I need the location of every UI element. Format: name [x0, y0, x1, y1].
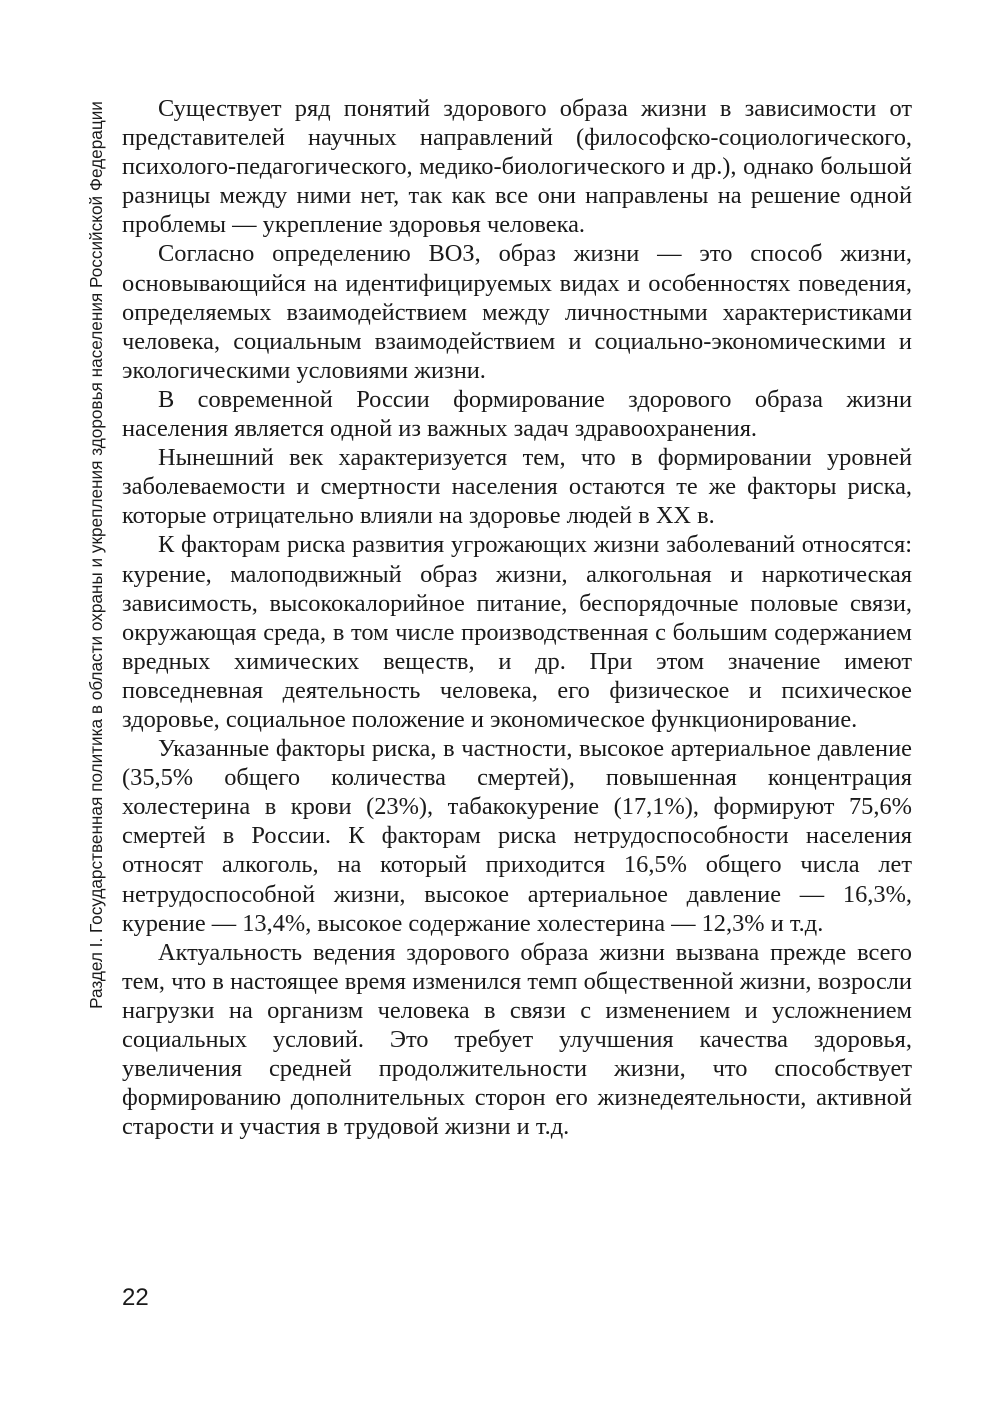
running-header: Раздел I. Государственная политика в области охраны и укрепления здоровья населения Российской Федерации [86, 101, 106, 1009]
paragraph-risk-factors: К факторам риска развития угрожающих жизни заболеваний относятся: курение, малоподвижный образ жизни, алкогольная и наркотическая зависимость, высококалорийное питание, беспорядочные половые связи, окружающая среда, в том числе производственная с большим содержанием вредных химических веществ, и др. При этом значение имеют повседневная деятельность человека, его физическое и психическое здоровье, социальное положение и экономическое функционирование. [122, 531, 912, 733]
paragraph-current-century: Нынешний век характеризуется тем, что в формировании уровней заболеваемости и смертности населения остаются те же факторы риска, которые отрицательно влияли на здоровье людей в XX в. [122, 444, 912, 530]
body-text [122, 94, 912, 1141]
page-number: 22 [122, 1284, 149, 1311]
paragraph-healthy-lifestyle-concepts: Существует ряд понятий здорового образа жизни в зависимости от представителей научных направлений (философско-социологического, психолого-педагогического, медико-биологического и др.), однако большой разницы между ними нет, так как все они направлены на решение одной проблемы — укрепление здоровья человека. [122, 95, 912, 239]
paragraph-who-definition: Согласно определению ВОЗ, образ жизни — это способ жизни, основывающийся на идентифицируемых видах и особенностях поведения, определяемых взаимодействием между личностными характеристиками человека, социальным взаимодействием и социально-экономическими и экологическими условиями жизни. [122, 240, 912, 384]
paragraph-relevance: Актуальность ведения здорового образа жизни вызвана прежде всего тем, что в настоящее время изменился темп общественной жизни, возросли нагрузки на организм человека в связи с изменением и усложнением социальных условий. Это требует улучшения качества здоровья, увеличения средней продолжительности жизни, что способствует формированию дополнительных сторон его жизнедеятельности, активной старости и участия в трудовой жизни и т.д. [122, 938, 912, 1141]
paragraph-modern-russia: В современной России формирование здорового образа жизни населения является одной из важных задач здравоохранения. [122, 385, 912, 443]
paragraph-risk-statistics: Указанные факторы риска, в частности, высокое артериальное давление (35,5% общего количества смертей), повышенная концентрация холестерина в крови (23%), табакокурение (17,1%), формируют 75,6% смертей в России. К факторам риска нетрудоспособности населения относят алкоголь, на который приходится 16,5% общего числа лет нетрудоспособной жизни, высокое артериальное давление — 16,3%, курение — 13,4%, высокое содержание холестерина — 12,3% и т.д. [122, 735, 912, 937]
